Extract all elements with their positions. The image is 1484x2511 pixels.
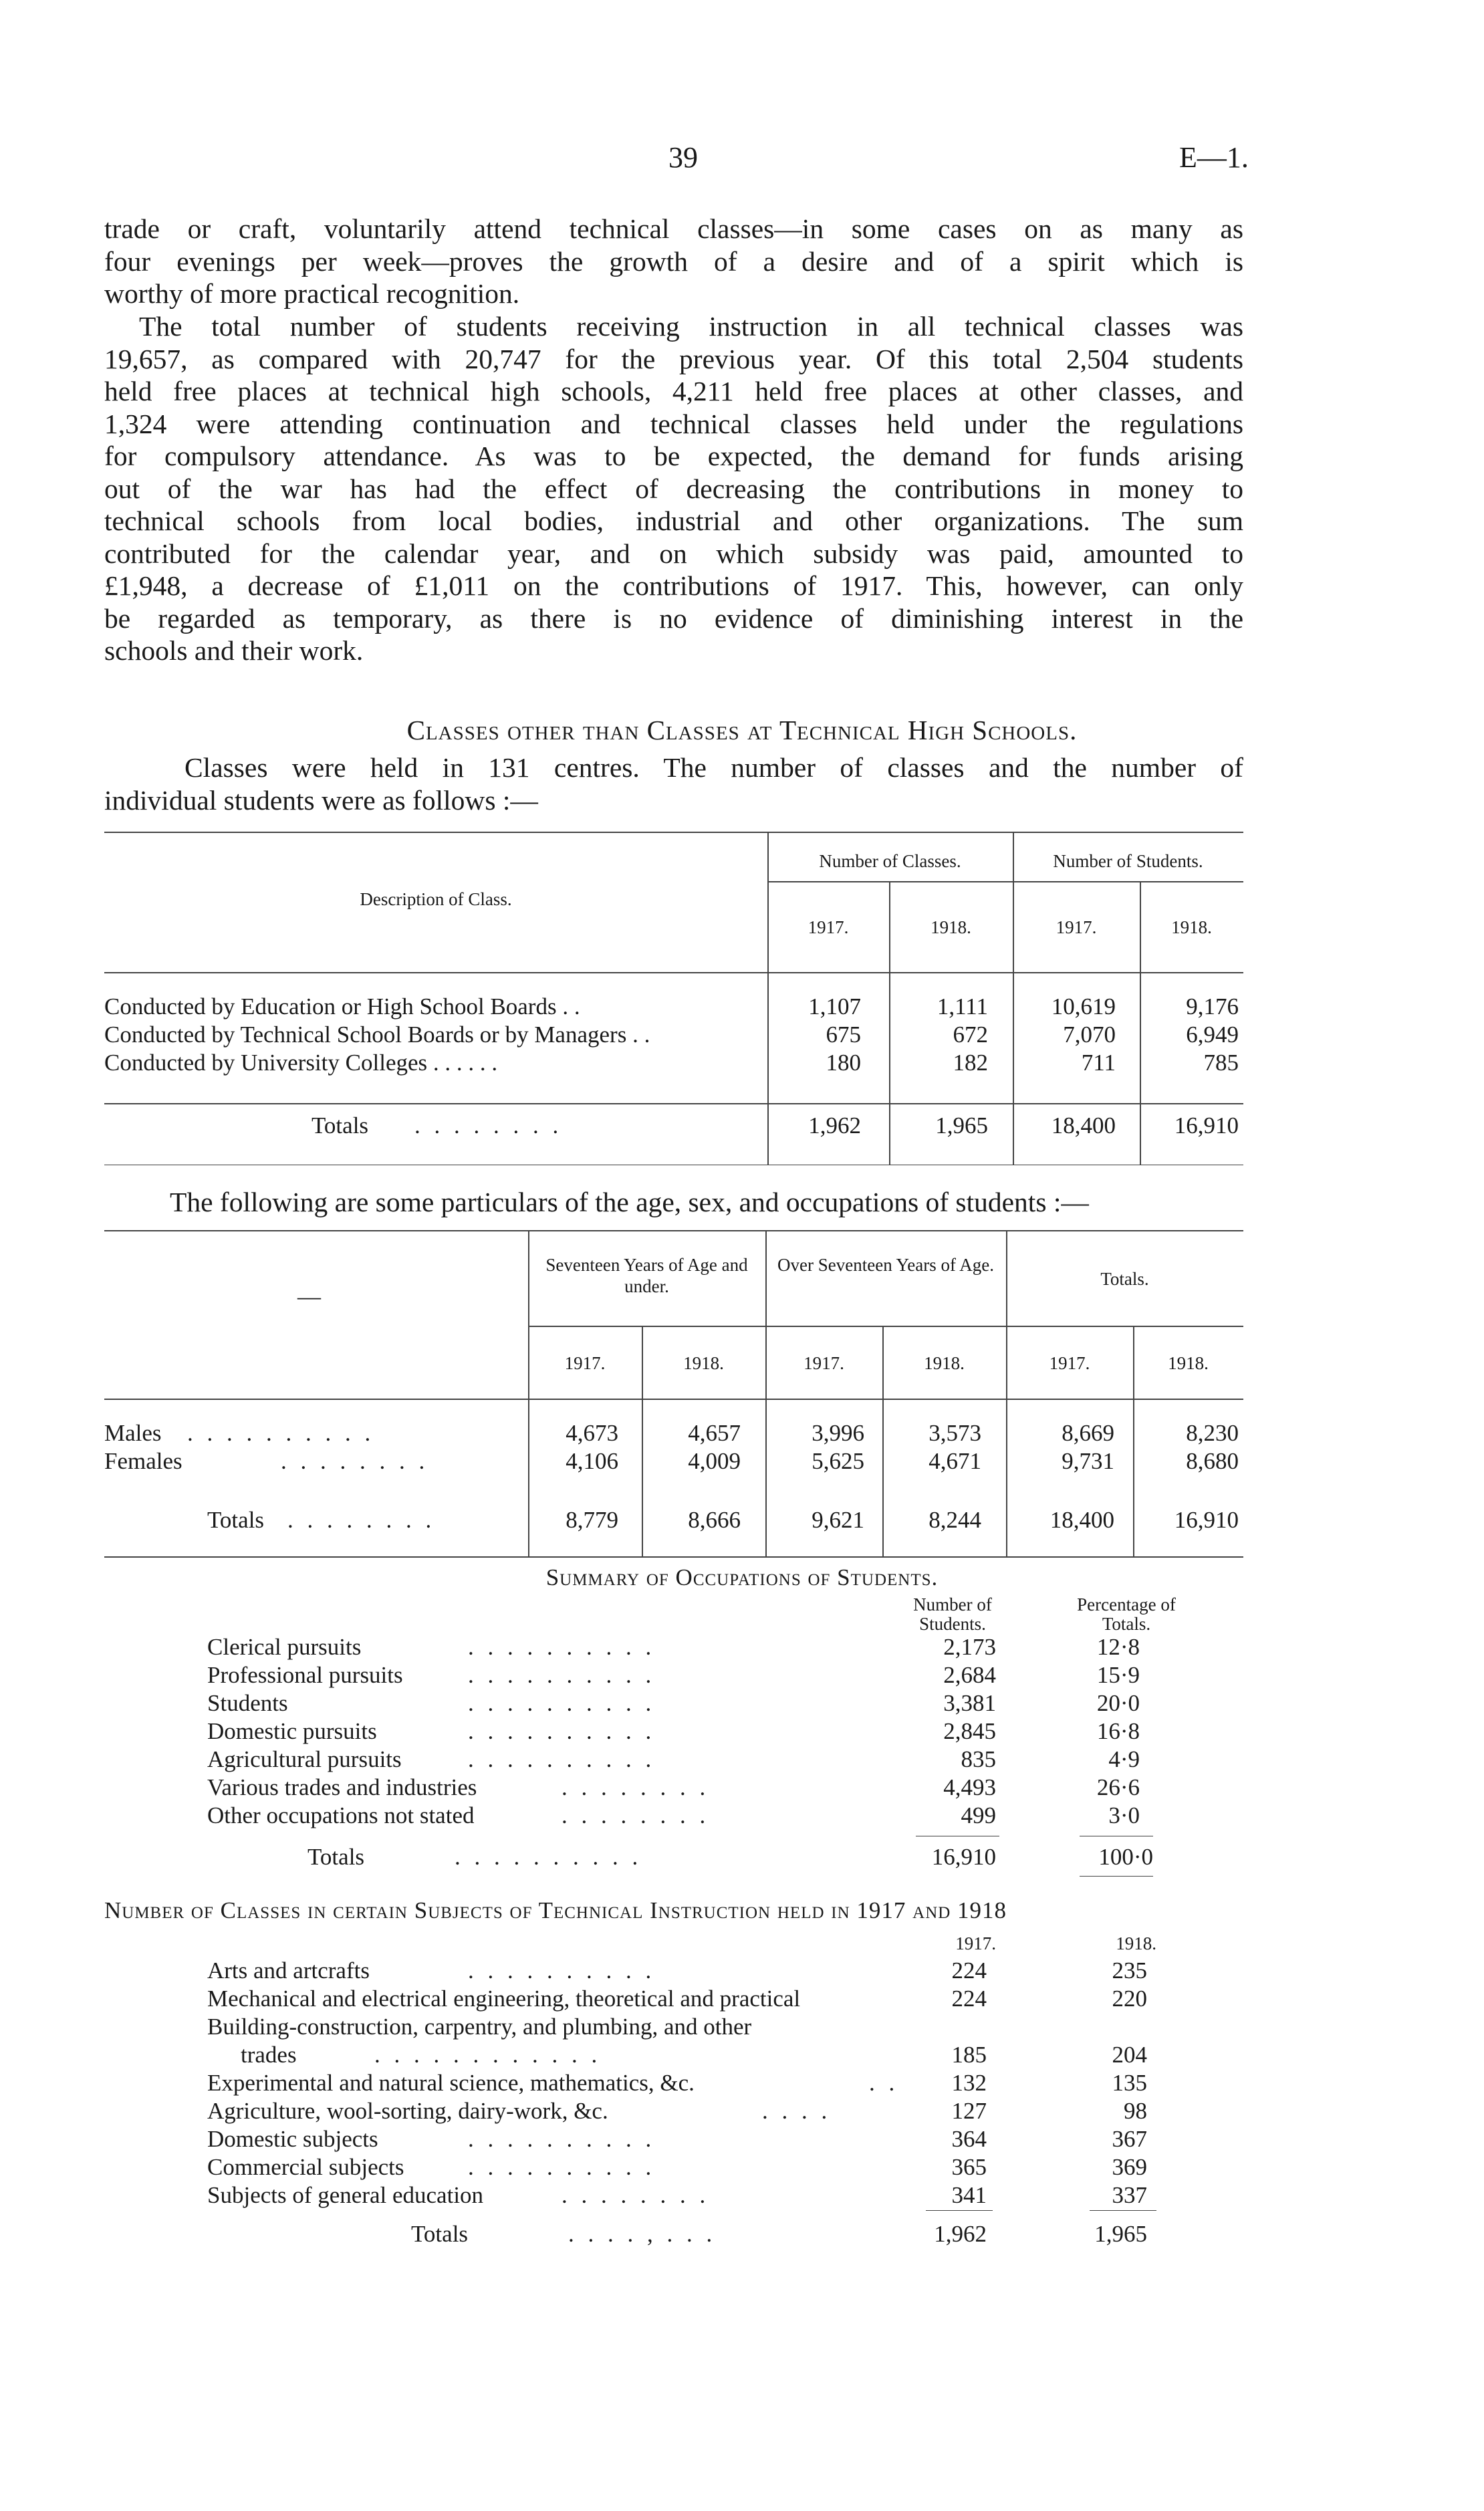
leader-dots: . . . . . . . . . . [468,1662,656,1688]
subject-1917: 341 [951,2182,987,2208]
table-cell: 785 [1203,1050,1239,1076]
page-number: 39 [668,141,698,174]
table-cell: 4,657 [688,1420,741,1446]
table-cell: 18,400 [1051,1112,1116,1139]
table-cell: 8,680 [1186,1448,1239,1474]
table-cell: 6,949 [1186,1022,1239,1048]
table-cell: 8,230 [1186,1420,1239,1446]
subject-1917: 127 [951,2098,987,2124]
leader-dots: . . . . . . . . [562,1802,710,1828]
leader-dots: . . . . . . . . [287,1507,436,1533]
column-header-under17: Seventeen Years of Age and under. [545,1255,748,1296]
column-header-over17: Over Seventeen Years of Age. [777,1255,994,1275]
summary-percent: 12·8 [1096,1634,1140,1660]
subject-1918: 204 [1112,2042,1147,2068]
leader-dots: . . . . , . . . [568,2221,717,2247]
text-line: schools and their work. [104,635,364,666]
section1-paragraph [104,751,1243,816]
totals-label: Totals [307,1844,365,1870]
subject-label: Domestic subjects [207,2126,378,2152]
leader-dots: . . . . . . . . [414,1112,563,1139]
totals-label: Totals [411,2221,469,2247]
leader-dots: . . . . . . . . . . . . [374,2042,602,2068]
summary-percent: 15·9 [1096,1662,1140,1688]
subject-1917: 185 [951,2042,987,2068]
subject-1917: 365 [951,2154,987,2180]
table-stub-dash: — [297,1284,321,1310]
table-cell: 16,910 [1174,1112,1239,1139]
table-cell: 8,669 [1062,1420,1114,1446]
summary-percent: 100·0 [1098,1844,1153,1870]
leader-dots: . . . . . . . . . . [468,2154,656,2180]
subject-1918: 135 [1112,2070,1147,2096]
year-header: 1918. [683,1353,724,1373]
text-line: for compulsory attendance. As was to be expected, the demand for funds arising [104,441,1243,471]
summary-number: 835 [961,1746,996,1772]
table-cell: 4,671 [929,1448,981,1474]
table-cell: 675 [826,1022,861,1048]
year-header: 1918. [1171,917,1212,937]
subject-label: Building-construction, carpentry, and plumbing, and other [207,2014,752,2040]
subject-1917: 224 [951,1957,987,1984]
subject-label: Mechanical and electrical engineering, theoretical and practical [207,1986,801,2012]
subject-label: Commercial subjects [207,2154,404,2180]
year-header: 1917. [808,917,849,937]
summary-row-label: Agricultural pursuits [207,1746,402,1772]
table-cell: 8,244 [929,1507,981,1533]
leader-dots: . . . . . . . . . . [468,1718,656,1744]
totals-label: Totals [312,1112,369,1139]
subject-label: Agriculture, wool-sorting, dairy-work, &c. [207,2098,608,2124]
subject-1917: 224 [951,1986,987,2012]
table-cell: 3,573 [929,1420,981,1446]
year-header: 1917. [803,1353,844,1373]
leader-dots: . . . . . . . . . . [468,1957,656,1984]
table-cell: 1,111 [937,993,988,1020]
leader-dots: . . . . . . . . . . [455,1844,642,1870]
summary-row-label: Other occupations not stated [207,1802,475,1828]
column-header-totals: Totals. [1100,1269,1149,1289]
text-line: worthy of more practical recognition. [104,278,520,309]
column-header-students: Number of Students. [1053,851,1203,871]
subject-1918: 220 [1112,1986,1147,2012]
subject-label: Experimental and natural science, mathematics, &c. [207,2070,695,2096]
text-line: four evenings per week—proves the growth of a desire and of a spirit which is [104,245,1243,277]
table-row-label: Males [104,1420,162,1446]
table-row-label: Females [104,1448,182,1474]
table-cell: 1,962 [808,1112,861,1139]
summary-number: 3,381 [943,1690,996,1716]
statistics-paragraph-body [104,310,1243,667]
table-cell: 8,779 [566,1507,618,1533]
year-header: 1918. [1168,1353,1209,1373]
text-line: individual students were as follows :— [104,784,538,816]
text-line: Classes were held in 131 centres. The number of classes and the number of [184,752,1243,783]
totals-label: Totals [207,1507,265,1533]
leader-dots: . . . . . . . . . . [468,2126,656,2152]
table-cell: 4,106 [566,1448,618,1474]
subject-1917: 1,962 [934,2221,987,2247]
subject-1918: 1,965 [1094,2221,1147,2247]
table-cell: 180 [826,1050,861,1076]
year-header: 1917. [564,1353,606,1373]
leader-dots: . . . . . . . . . . [468,1690,656,1716]
leader-dots: . . . . [762,2098,832,2124]
leader-dots: . . . . . . . . . . [468,1634,656,1660]
table-cell: 1,965 [935,1112,988,1139]
summary-number: 2,684 [943,1662,996,1688]
text-line: held free places at technical high schools, 4,211 held free places at other classes, and [104,376,1243,406]
table-cell: 8,666 [688,1507,741,1533]
summary-number: 2,173 [943,1634,996,1660]
subjects-heading: Number of Classes in certain Subjects of Technical Instruction held in 1917 and 1918 [104,1897,1007,1923]
column-header-classes: Number of Classes. [819,851,961,871]
table-row-label: Conducted by Technical School Boards or by Managers . . [104,1022,650,1048]
subject-1918: 235 [1112,1957,1147,1984]
text-line: contributed for the calendar year, and on which subsidy was paid, amounted to [104,537,1243,569]
year-header: 1918. [924,1353,965,1373]
text-line: £1,948, a decrease of £1,011 on the contributions of 1917. This, however, can only [104,570,1243,601]
text-line: 19,657, as compared with 20,747 for the previous year. Of this total 2,504 students [104,343,1243,374]
table-cell: 18,400 [1049,1507,1114,1533]
table-cell: 1,107 [808,993,861,1020]
summary-number: 499 [961,1802,996,1828]
text-line: The total number of students receiving instruction in all technical classes was [139,311,1243,342]
table-cell: 7,070 [1063,1022,1116,1048]
leader-dots: . . [869,2070,899,2096]
section-heading-classes: Classes other than Classes at Technical High Schools. [406,715,1078,745]
summary-heading: Summary of Occupations of Students. [545,1564,939,1590]
column-header-number: Number of Students. [913,1594,992,1634]
table-cell: 9,176 [1186,993,1239,1020]
document-reference: E—1. [1179,141,1249,174]
summary-row-label: Students [207,1690,288,1716]
subject-1918: 337 [1112,2182,1147,2208]
subject-1917: 132 [951,2070,987,2096]
text-line: trade or craft, voluntarily attend technical classes—in some cases on as many as [104,213,1243,244]
subject-1918: 369 [1112,2154,1147,2180]
text-line: 1,324 were attending continuation and technical classes held under the regulations [104,408,1243,439]
column-header-percent: Percentage of Totals. [1077,1594,1176,1634]
table-cell: 672 [953,1022,988,1048]
summary-percent: 26·6 [1096,1774,1140,1800]
table-row-label: Conducted by Education or High School Boards . . [104,993,580,1020]
summary-row-label: Domestic pursuits [207,1718,377,1744]
subject-label-continued: trades [241,2042,297,2068]
summary-row-label: Clerical pursuits [207,1634,362,1660]
year-header: 1918. [931,917,971,937]
table-row-label: Conducted by University Colleges . . . . . . [104,1050,498,1076]
leader-dots: . . . . . . . . . . [468,1746,656,1772]
leader-dots: . . . . . . . . . . [187,1420,375,1446]
leader-dots: . . . . . . . . [281,1448,429,1474]
text-line: technical schools from local bodies, industrial and other organizations. The sum [104,505,1243,536]
table-cell: 16,910 [1174,1507,1239,1533]
table-cell: 182 [953,1050,988,1076]
summary-percent: 4·9 [1108,1746,1140,1772]
year-header: 1918. [1116,1933,1156,1953]
text-line: be regarded as temporary, as there is no evidence of diminishing interest in the [104,602,1243,634]
summary-number: 2,845 [943,1718,996,1744]
table-cell: 4,009 [688,1448,741,1474]
summary-row-label: Professional pursuits [207,1662,403,1688]
summary-percent: 3·0 [1108,1802,1140,1828]
year-header: 1917. [955,1933,996,1953]
subject-label: Arts and artcrafts [207,1957,370,1984]
summary-number: 4,493 [943,1774,996,1800]
subject-1918: 98 [1124,2098,1147,2124]
intro-paragraph [104,213,1243,310]
table-cell: 9,731 [1062,1448,1114,1474]
summary-percent: 20·0 [1096,1690,1140,1716]
subject-label: Subjects of general education [207,2182,484,2208]
section2-line: The following are some particulars of the age, sex, and occupations of students :— [170,1187,1089,1217]
summary-row-label: Various trades and industries [207,1774,477,1800]
year-header: 1917. [1049,1353,1090,1373]
text-line: out of the war has had the effect of decreasing the contributions in money to [104,473,1243,504]
table-cell: 4,673 [566,1420,618,1446]
subject-1918: 367 [1112,2126,1147,2152]
table-cell: 711 [1081,1050,1116,1076]
table-cell: 10,619 [1051,993,1116,1020]
leader-dots: . . . . . . . . [562,1774,710,1800]
summary-number: 16,910 [931,1844,996,1870]
table-cell: 9,621 [812,1507,864,1533]
leader-dots: . . . . . . . . [562,2182,710,2208]
column-header-description: Description of Class. [360,889,512,909]
subject-1917: 364 [951,2126,987,2152]
table-cell: 3,996 [812,1420,864,1446]
summary-percent: 16·8 [1096,1718,1140,1744]
year-header: 1917. [1056,917,1097,937]
table-cell: 5,625 [812,1448,864,1474]
